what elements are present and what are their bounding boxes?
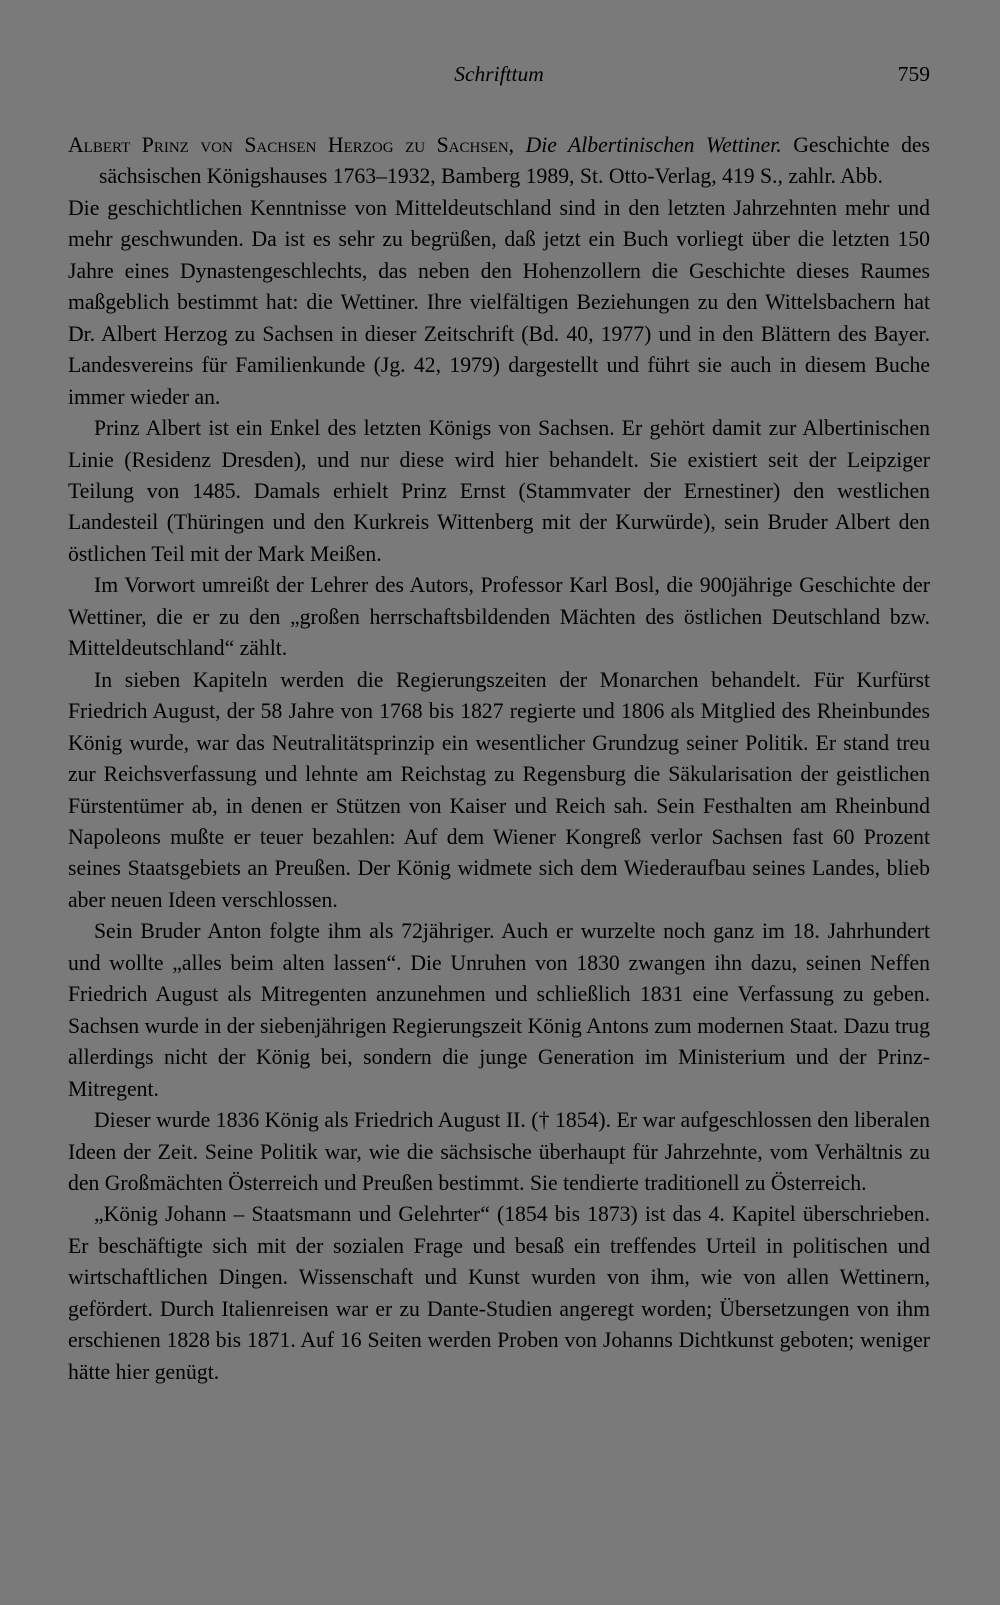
page-number: 759 — [897, 62, 930, 86]
entry-author: Albert Prinz von Sachsen Herzog zu Sachsen, — [68, 133, 515, 157]
paragraph: In sieben Kapiteln werden die Regierungszeiten der Monarchen behandelt. Für Kurfürst Friedrich August, der 58 Jahre von 1768 bis 1827 regierte und 1806 als Mitglied des Rheinbundes König wurde, war das Neutralitätsprinzip ein wesentlicher Grundzug seiner Politik. Er stand treu zur Reichsverfassung und lehnte am Reichstag zu Regensburg die Säkularisation der geistlichen Fürstentümer ab, in denen er Stützen von Kaiser und Reich sah. Sein Festhalten am Rheinbund Napoleons mußte er teuer bezahlen: Auf dem Wiener Kongreß verlor Sachsen fast 60 Prozent seines Staatsgebiets an Preußen. Der König widmete sich dem Wiederaufbau seines Landes, blieb aber neuen Ideen verschlossen. — [68, 667, 930, 912]
paragraph: Im Vorwort umreißt der Lehrer des Autors, Professor Karl Bosl, die 900jährige Geschichte der Wettiner, die er zu den „großen herrschaftsbildenden Mächten des östlichen Deutschland bzw. Mitteldeutschland“ zählt. — [68, 573, 930, 661]
paragraph: Dieser wurde 1836 König als Friedrich August II. († 1854). Er war aufgeschlossen den liberalen Ideen der Zeit. Seine Politik war, wie die sächsische überhaupt für Jahrzehnte, vom Verhältnis zu den Großmächten Österreich und Preußen bestimmt. Sie tendierte traditionell zu Österreich. — [68, 1108, 930, 1195]
paragraph: „König Johann – Staatsmann und Gelehrter“ (1854 bis 1873) ist das 4. Kapitel überschrieben. Er beschäftigte sich mit der sozialen Frage und besaß ein treffendes Urteil in politischen und wirtschaftlichen Dingen. Wissenschaft und Kunst wurden von ihm, wie von allen Wettinern, gefördert. Durch Italienreisen war er zu Dante-Studien angeregt worden; Übersetzungen von ihm erschienen 1828 bis 1871. Auf 16 Seiten werden Proben von Johanns Dichtkunst geboten; weniger hätte hier genügt. — [68, 1202, 930, 1384]
entry-title: Die Albertinischen Wettiner. — [525, 133, 782, 157]
page-body — [68, 130, 930, 1388]
paragraph: Prinz Albert ist ein Enkel des letzten Königs von Sachsen. Er gehört damit zur Albertinischen Linie (Residenz Dresden), und nur diese wird hier behandelt. Sie existiert seit der Leipziger Teilung von 1485. Damals erhielt Prinz Ernst (Stammvater der Ernestiner) den westlichen Landesteil (Thüringen und den Kurkreis Wittenberg mit der Kurwürde), sein Bruder Albert den östlichen Teil mit der Mark Meißen. — [68, 416, 930, 566]
running-title: Schrifttum — [454, 62, 544, 86]
paragraph: Sein Bruder Anton folgte ihm als 72jähriger. Auch er wurzelte noch ganz im 18. Jahrhundert und wollte „alles beim alten lassen“. Die Unruhen von 1830 zwangen ihn dazu, seinen Neffen Friedrich August als Mitregenten anzunehmen und schließlich 1831 eine Verfassung zu geben. Sachsen wurde in der siebenjährigen Regierungszeit König Antons zum modernen Staat. Dazu trug allerdings nicht der König bei, sondern die junge Generation im Ministerium und der Prinz-Mitregent. — [68, 919, 930, 1101]
paragraph: Die geschichtlichen Kenntnisse von Mitteldeutschland sind in den letzten Jahrzehnten mehr und mehr geschwunden. Da ist es sehr zu begrüßen, daß jetzt ein Buch vorliegt über die letzten 150 Jahre eines Dynastengeschlechts, das neben den Hohenzollern die Geschichte dieses Raumes maßgeblich bestimmt hat: die Wettiner. Ihre vielfältigen Beziehungen zu den Wittelsbachern hat Dr. Albert Herzog zu Sachsen in dieser Zeitschrift (Bd. 40, 1977) und in den Blättern des Bayer. Landesvereins für Familienkunde (Jg. 42, 1979) dargestellt und führt sie auch in diesem Buche immer wieder an. — [68, 195, 930, 409]
page-header — [68, 62, 930, 96]
entry-details: Geschichte des sächsischen Königshauses 1763–1932, Bamberg 1989, St. Otto-Verlag, 419 S., zahlr. Abb. — [99, 133, 930, 189]
bibliographic-entry — [68, 130, 930, 193]
